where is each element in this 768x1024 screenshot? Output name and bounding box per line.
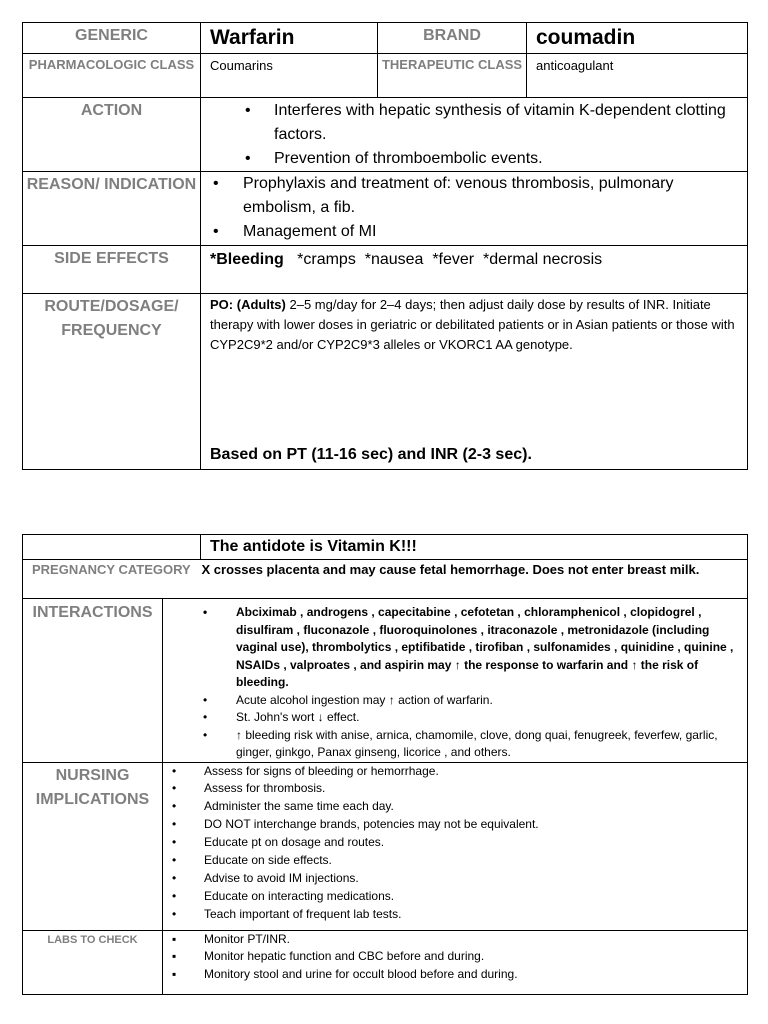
list-item: • Assess for signs of bleeding or hemorrhage.: [163, 763, 743, 781]
list-item: • DO NOT interchange brands, potencies may not be equivalent.: [163, 816, 743, 834]
list-item: • Abciximab , androgens , capecitabine , cefotetan , chloramphenicol , clopidogrel , disulfiram , fluconazole , fluoroquinolones , itraconazole , metronidazole (including vaginal use), thrombolytics , eptifibatide , tirofiban , sulfonamides , quinidine , quinine , NSAIDs , valproates , and aspirin may ↑ the response to warfarin and ↑ the risk of bleeding.: [163, 604, 741, 692]
drug-card-table: [22, 22, 748, 470]
list-item: • Assess for thrombosis.: [163, 780, 743, 798]
brand-value: coumadin: [527, 23, 748, 54]
reason-label: REASON/ INDICATION: [23, 172, 201, 246]
labs-to-check-cell: [163, 930, 748, 994]
labs-list: [163, 931, 747, 990]
brand-label: BRAND: [378, 23, 527, 54]
action-list: [201, 98, 747, 171]
list-item: • Advise to avoid IM injections.: [163, 870, 743, 888]
route-dosage-label: ROUTE/DOSAGE/ FREQUENCY: [23, 294, 201, 470]
pharmacologic-class-value: Coumarins: [201, 54, 378, 98]
interactions-cell: [163, 599, 748, 763]
reason-cell: [201, 172, 748, 246]
labs-to-check-label: LABS TO CHECK: [23, 930, 163, 994]
list-item: • Interferes with hepatic synthesis of vitamin K-dependent clotting factors.: [201, 99, 747, 147]
therapeutic-class-label: THERAPEUTIC CLASS: [378, 54, 527, 98]
list-item: ▪ Monitor PT/INR.: [163, 931, 743, 949]
route-adults: (Adults): [236, 297, 286, 312]
pregnancy-value: X crosses placenta and may cause fetal hemorrhage. Does not enter breast milk.: [201, 562, 700, 577]
list-item: ▪ Monitory stool and urine for occult blood before and during.: [163, 966, 743, 984]
list-item: • Prophylaxis and treatment of: venous thrombosis, pulmonary embolism, a fib.: [201, 172, 747, 220]
list-item: • Educate on interacting medications.: [163, 888, 743, 906]
generic-value: Warfarin: [201, 23, 378, 54]
blank-cell: [23, 535, 201, 560]
list-item: • Educate on side effects.: [163, 852, 743, 870]
drug-info-table: [22, 534, 748, 995]
route-dosage-cell: [201, 294, 748, 470]
side-effect-bleeding: *Bleeding: [210, 251, 284, 268]
generic-label: GENERIC: [23, 23, 201, 54]
route-po: PO: [210, 297, 229, 312]
list-item: ▪ Monitor hepatic function and CBC before and during.: [163, 948, 743, 966]
list-item: • Management of MI: [201, 220, 747, 244]
pharmacologic-class-label: PHARMACOLOGIC CLASS: [23, 54, 201, 98]
route-dosage-detail: 2–5 mg/day for 2–4 days; then adjust daily dose by results of INR. Initiate therapy with lower doses in geriatric or debilitated patients or in Asian patients or those with CYP2C9*2 and/or CYP2C9*3 alleles or VKORC1 AA genotype.: [210, 297, 735, 352]
nursing-implications-cell: [163, 762, 748, 930]
route-dosage-text: PO: (Adults) 2–5 mg/day for 2–4 days; then adjust daily dose by results of INR. Initiate therapy with lower doses in geriatric or debilitated patients or in Asian patients or those with CYP2C9*2 and/or CYP2C9*3 alleles or VKORC1 AA genotype.: [210, 297, 735, 352]
side-effects-label: SIDE EFFECTS: [23, 246, 201, 294]
action-label: ACTION: [23, 98, 201, 172]
list-item: • Acute alcohol ingestion may ↑ action of warfarin.: [163, 692, 741, 710]
reason-list: [201, 172, 747, 244]
side-effects-rest: *cramps *nausea *fever *dermal necrosis: [297, 251, 603, 268]
list-item: • ↑ bleeding risk with anise, arnica, chamomile, clove, dong quai, fenugreek, feverfew, garlic, ginger, ginkgo, Panax ginseng, licorice , and others.: [163, 727, 741, 762]
interactions-list: [163, 599, 747, 762]
therapeutic-class-value: anticoagulant: [527, 54, 748, 98]
action-cell: [201, 98, 748, 172]
list-item: • St. John's wort ↓ effect.: [163, 709, 741, 727]
list-item: • Prevention of thromboembolic events.: [201, 147, 747, 171]
pregnancy-row: [23, 560, 748, 599]
list-item: • Educate pt on dosage and routes.: [163, 834, 743, 852]
list-item: • Teach important of frequent lab tests.: [163, 906, 743, 924]
nursing-list: [163, 763, 747, 924]
list-item: • Administer the same time each day.: [163, 798, 743, 816]
antidote-note: The antidote is Vitamin K!!!: [201, 535, 748, 560]
pregnancy-label: PREGNANCY CATEGORY: [32, 562, 191, 577]
nursing-implications-label: NURSING IMPLICATIONS: [23, 762, 163, 930]
route-footer: Based on PT (11-16 sec) and INR (2-3 sec).: [210, 446, 532, 463]
interactions-label: INTERACTIONS: [23, 599, 163, 763]
side-effects-cell: [201, 246, 748, 294]
